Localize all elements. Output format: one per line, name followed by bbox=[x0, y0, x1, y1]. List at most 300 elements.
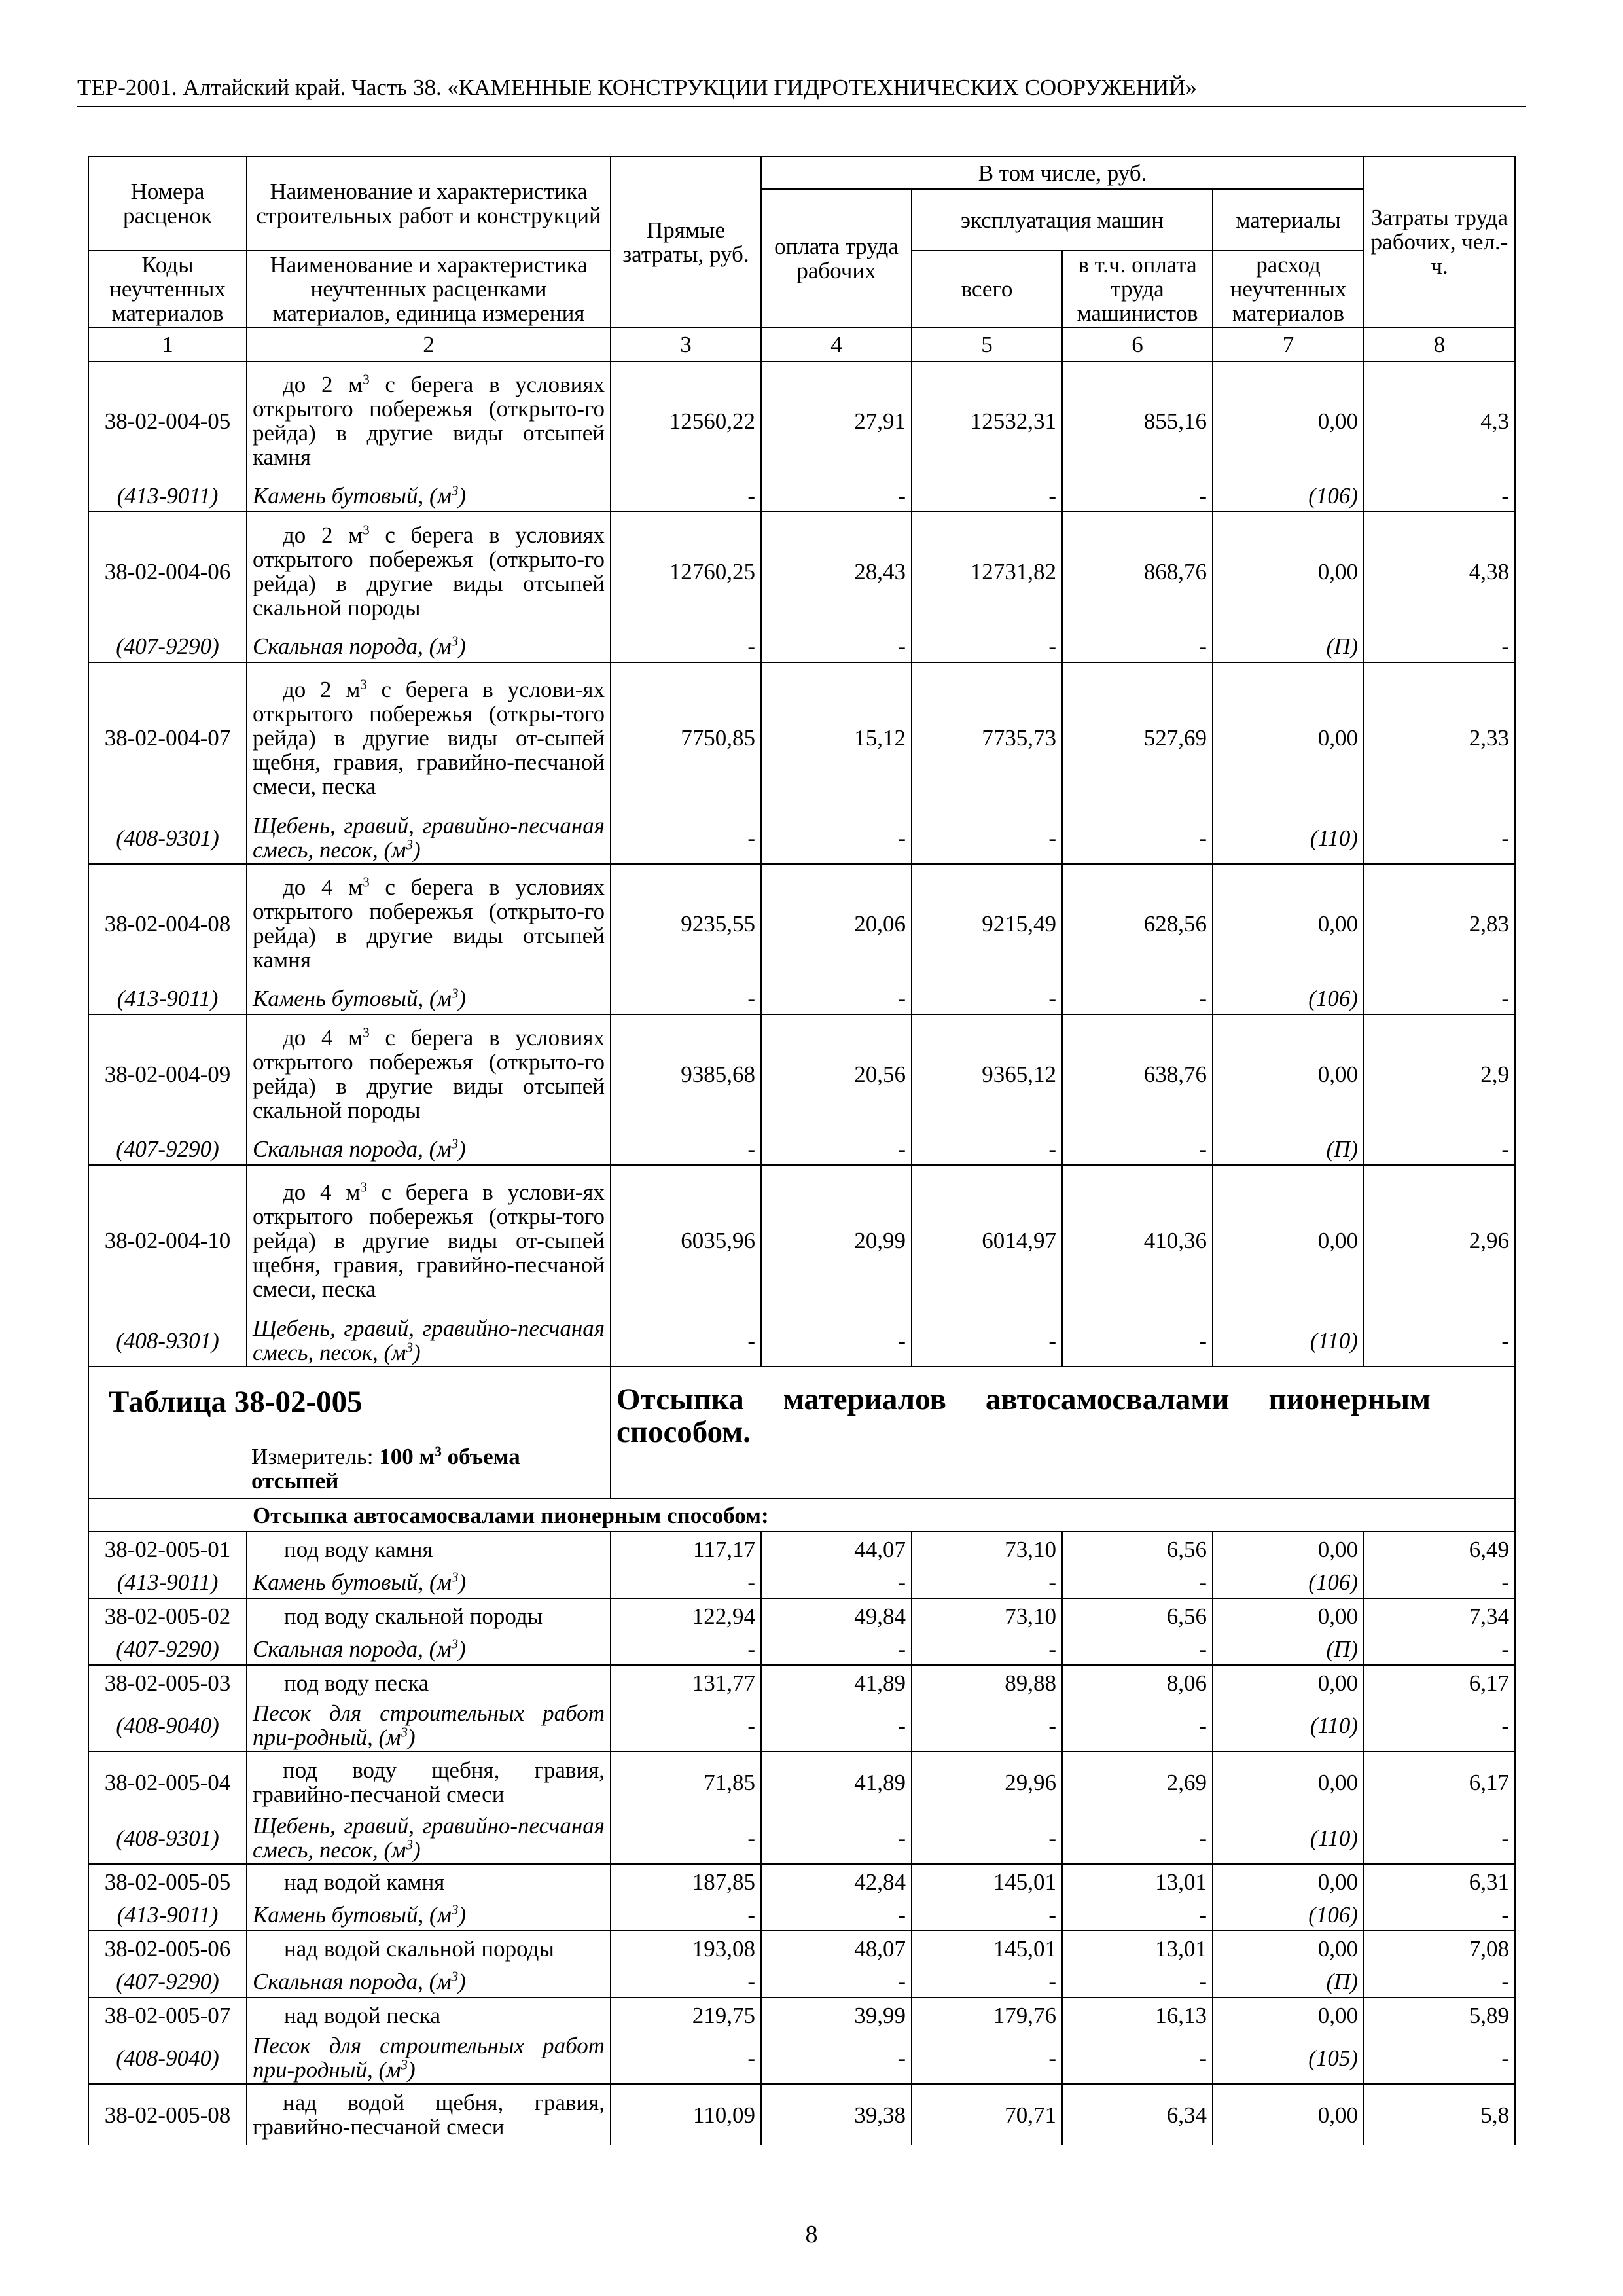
material-quantity: (110) bbox=[1213, 1700, 1364, 1751]
material-dash: - bbox=[761, 982, 912, 1014]
rate-labor-pay: 28,43 bbox=[761, 512, 912, 630]
header-name-top: Наименование и характеристика строительных работ и конструкций bbox=[247, 156, 611, 251]
rate-labor-pay: 15,12 bbox=[761, 662, 912, 812]
header-direct: Прямые затраты, руб. bbox=[611, 156, 761, 327]
material-quantity: (106) bbox=[1213, 480, 1364, 512]
rate-row bbox=[88, 1751, 1515, 1812]
rate-mach-total: 6014,97 bbox=[912, 1165, 1062, 1315]
rate-row bbox=[88, 1165, 1515, 1315]
rate-materials: 0,00 bbox=[1213, 1165, 1364, 1315]
rate-direct: 9235,55 bbox=[611, 864, 761, 982]
text-part: с берега в условиях открытого побережья (открыто-го рейда) в другие виды отсыпей камня bbox=[253, 874, 605, 973]
material-dash: - bbox=[761, 1566, 912, 1598]
material-row bbox=[88, 1965, 1515, 1998]
rate-code: 38-02-004-07 bbox=[88, 662, 247, 812]
measure-line bbox=[94, 1420, 605, 1493]
col-num: 3 bbox=[611, 327, 761, 361]
rate-direct: 12560,22 bbox=[611, 361, 761, 480]
rate-description: над водой щебня, гравия, гравийно-песчаной смеси bbox=[247, 2084, 611, 2145]
rate-labor: 2,96 bbox=[1364, 1165, 1515, 1315]
rate-row bbox=[88, 1014, 1515, 1133]
material-name bbox=[247, 1566, 611, 1598]
rate-labor: 2,83 bbox=[1364, 864, 1515, 982]
rate-row bbox=[88, 1598, 1515, 1633]
material-dash: - bbox=[912, 1315, 1062, 1367]
material-dash: - bbox=[912, 1965, 1062, 1998]
rate-code: 38-02-005-01 bbox=[88, 1532, 247, 1566]
column-number-row bbox=[88, 327, 1515, 361]
rate-materials: 0,00 bbox=[1213, 361, 1364, 480]
material-name bbox=[247, 1315, 611, 1367]
rate-materials: 0,00 bbox=[1213, 1598, 1364, 1633]
material-row bbox=[88, 1633, 1515, 1665]
text-part: ) bbox=[458, 1968, 466, 1994]
material-row bbox=[88, 982, 1515, 1014]
rate-mach-total: 70,71 bbox=[912, 2084, 1062, 2145]
text-part: ) bbox=[458, 1636, 466, 1662]
material-row bbox=[88, 1315, 1515, 1367]
header-machines: эксплуатация машин bbox=[912, 189, 1213, 251]
rate-materials: 0,00 bbox=[1213, 1998, 1364, 2032]
material-dash: - bbox=[912, 2032, 1062, 2084]
subheading: Отсыпка автосамосвалами пионерным способом: bbox=[88, 1499, 1515, 1532]
text-part: до 4 м bbox=[283, 874, 363, 900]
text-part: с берега в услови-ях открытого побережья (откры-того рейда) в другие виды от-сыпей щебня, гравия, гравийно-песчаной смеси, песка bbox=[253, 676, 605, 799]
material-dash: - bbox=[611, 1633, 761, 1665]
material-dash: - bbox=[1364, 1700, 1515, 1751]
material-code: (407-9290) bbox=[88, 630, 247, 662]
material-quantity: (106) bbox=[1213, 1566, 1364, 1598]
header-codes-top: Номера расценок bbox=[88, 156, 247, 251]
rate-materials: 0,00 bbox=[1213, 2084, 1364, 2145]
material-dash: - bbox=[912, 480, 1062, 512]
rate-labor-pay: 20,06 bbox=[761, 864, 912, 982]
rate-materials: 0,00 bbox=[1213, 1864, 1364, 1899]
rate-description bbox=[247, 1014, 611, 1133]
text-part: с берега в услови-ях открытого побережья (откры-того рейда) в другие виды от-сыпей щебня, гравия, гравийно-песчаной смеси, песка bbox=[253, 1179, 605, 1302]
header-labor-pay: оплата труда рабочих bbox=[761, 189, 912, 327]
rate-materials: 0,00 bbox=[1213, 1931, 1364, 1965]
material-row bbox=[88, 1566, 1515, 1598]
text-part: ) bbox=[407, 1725, 416, 1750]
rate-mach-labor: 13,01 bbox=[1062, 1931, 1213, 1965]
rate-row bbox=[88, 1864, 1515, 1899]
rate-code: 38-02-005-07 bbox=[88, 1998, 247, 2032]
text-part: ) bbox=[407, 2057, 416, 2083]
material-quantity: (П) bbox=[1213, 1965, 1364, 1998]
text-part: Щебень, гравий, гравийно-песчаная смесь, песок, (м bbox=[253, 813, 605, 863]
text-part: ) bbox=[413, 1837, 421, 1863]
material-dash: - bbox=[1062, 480, 1213, 512]
text-part: до 2 м bbox=[283, 676, 361, 702]
text-part: Песок для строительных работ при-родный, (м bbox=[253, 1700, 605, 1750]
rate-description bbox=[247, 864, 611, 982]
material-name bbox=[247, 812, 611, 864]
material-dash: - bbox=[912, 1899, 1062, 1931]
rate-labor: 2,9 bbox=[1364, 1014, 1515, 1133]
rate-direct: 6035,96 bbox=[611, 1165, 761, 1315]
material-dash: - bbox=[1364, 1315, 1515, 1367]
material-dash: - bbox=[611, 1965, 761, 1998]
text-part: ) bbox=[458, 1901, 467, 1928]
material-dash: - bbox=[611, 1566, 761, 1598]
material-dash: - bbox=[1364, 812, 1515, 864]
rate-row bbox=[88, 361, 1515, 480]
rate-mach-total: 29,96 bbox=[912, 1751, 1062, 1812]
material-dash: - bbox=[611, 1899, 761, 1931]
rate-labor-pay: 39,99 bbox=[761, 1998, 912, 2032]
material-quantity: (105) bbox=[1213, 2032, 1364, 2084]
material-row bbox=[88, 1812, 1515, 1864]
rate-row bbox=[88, 662, 1515, 812]
rate-materials: 0,00 bbox=[1213, 1751, 1364, 1812]
rate-direct: 193,08 bbox=[611, 1931, 761, 1965]
rate-mach-labor: 638,76 bbox=[1062, 1014, 1213, 1133]
col-num: 7 bbox=[1213, 327, 1364, 361]
rate-direct: 187,85 bbox=[611, 1864, 761, 1899]
material-row bbox=[88, 1899, 1515, 1931]
rate-mach-labor: 628,56 bbox=[1062, 864, 1213, 982]
superscript: 3 bbox=[452, 1901, 459, 1917]
rate-labor: 6,31 bbox=[1364, 1864, 1515, 1899]
rate-direct: 7750,85 bbox=[611, 662, 761, 812]
rate-labor: 5,89 bbox=[1364, 1998, 1515, 2032]
rate-mach-labor: 855,16 bbox=[1062, 361, 1213, 480]
rate-direct: 9385,68 bbox=[611, 1014, 761, 1133]
header-row-1 bbox=[88, 156, 1515, 189]
rate-mach-total: 9365,12 bbox=[912, 1014, 1062, 1133]
material-dash: - bbox=[1062, 1812, 1213, 1864]
running-header: ТЕР-2001. Алтайский край. Часть 38. «КАМЕННЫЕ КОНСТРУКЦИИ ГИДРОТЕХНИЧЕСКИХ СООРУЖЕНИЙ» bbox=[77, 75, 1197, 100]
rate-direct: 12760,25 bbox=[611, 512, 761, 630]
text-part: Камень бутовый, (м bbox=[253, 1569, 452, 1595]
header-materials-unaccounted: расход неучтенных материалов bbox=[1213, 251, 1364, 327]
material-quantity: (110) bbox=[1213, 812, 1364, 864]
superscript: 3 bbox=[451, 1635, 459, 1651]
rate-materials: 0,00 bbox=[1213, 1014, 1364, 1133]
material-dash: - bbox=[761, 1133, 912, 1165]
material-dash: - bbox=[1364, 982, 1515, 1014]
rate-labor: 7,34 bbox=[1364, 1598, 1515, 1633]
material-dash: - bbox=[761, 1700, 912, 1751]
rate-materials: 0,00 bbox=[1213, 512, 1364, 630]
page-number: 8 bbox=[805, 2221, 818, 2248]
material-dash: - bbox=[1364, 1133, 1515, 1165]
rate-row bbox=[88, 864, 1515, 982]
material-name bbox=[247, 480, 611, 512]
rate-code: 38-02-004-08 bbox=[88, 864, 247, 982]
rate-code: 38-02-005-06 bbox=[88, 1931, 247, 1965]
material-quantity: (П) bbox=[1213, 1633, 1364, 1665]
text-part: Скальная порода, (м bbox=[253, 1968, 452, 1994]
rate-direct: 71,85 bbox=[611, 1751, 761, 1812]
rate-labor-pay: 41,89 bbox=[761, 1665, 912, 1700]
section-right bbox=[611, 1367, 1515, 1499]
superscript: 3 bbox=[363, 874, 370, 890]
text-part: Скальная порода, (м bbox=[253, 1136, 452, 1162]
material-dash: - bbox=[761, 1812, 912, 1864]
table-body bbox=[88, 156, 1515, 2145]
material-dash: - bbox=[611, 630, 761, 662]
table-name: Отсыпка материалов автосамосвалами пионерным способом. bbox=[616, 1382, 1431, 1449]
material-dash: - bbox=[912, 1566, 1062, 1598]
material-dash: - bbox=[611, 982, 761, 1014]
rate-labor: 6,49 bbox=[1364, 1532, 1515, 1566]
rate-row bbox=[88, 1665, 1515, 1700]
material-row bbox=[88, 1700, 1515, 1751]
rate-row bbox=[88, 1998, 1515, 2032]
rate-code: 38-02-004-05 bbox=[88, 361, 247, 480]
text-part: ) bbox=[458, 1569, 467, 1595]
material-name bbox=[247, 630, 611, 662]
material-code: (408-9040) bbox=[88, 1700, 247, 1751]
material-dash: - bbox=[761, 1633, 912, 1665]
rate-mach-labor: 868,76 bbox=[1062, 512, 1213, 630]
superscript: 3 bbox=[451, 1967, 459, 1984]
material-dash: - bbox=[912, 1633, 1062, 1665]
material-quantity: (П) bbox=[1213, 1133, 1364, 1165]
rate-row bbox=[88, 2084, 1515, 2145]
material-name bbox=[247, 1899, 611, 1931]
material-dash: - bbox=[1364, 2032, 1515, 2084]
superscript: 3 bbox=[406, 1837, 414, 1853]
material-dash: - bbox=[611, 1315, 761, 1367]
material-code: (407-9290) bbox=[88, 1633, 247, 1665]
rate-labor-pay: 49,84 bbox=[761, 1598, 912, 1633]
material-dash: - bbox=[1062, 1315, 1213, 1367]
rate-labor: 5,8 bbox=[1364, 2084, 1515, 2145]
rate-labor-pay: 44,07 bbox=[761, 1532, 912, 1566]
rate-mach-labor: 16,13 bbox=[1062, 1998, 1213, 2032]
superscript: 3 bbox=[406, 1339, 414, 1355]
rate-mach-total: 12532,31 bbox=[912, 361, 1062, 480]
rate-mach-labor: 6,56 bbox=[1062, 1532, 1213, 1566]
rate-labor: 7,08 bbox=[1364, 1931, 1515, 1965]
header-machines-labor: в т.ч. оплата труда машинистов bbox=[1062, 251, 1213, 327]
section-left bbox=[88, 1367, 611, 1499]
rate-row bbox=[88, 512, 1515, 630]
text-part: с берега в условиях открытого побережья (открыто-го рейда) в другие виды отсыпей скальной породы bbox=[253, 1025, 605, 1123]
material-dash: - bbox=[912, 982, 1062, 1014]
rates-table bbox=[88, 156, 1516, 2145]
text-part: с берега в условиях открытого побережья (открыто-го рейда) в другие виды отсыпей скальной породы bbox=[253, 522, 605, 620]
rate-code: 38-02-005-05 bbox=[88, 1864, 247, 1899]
material-dash: - bbox=[1062, 1133, 1213, 1165]
material-name bbox=[247, 1133, 611, 1165]
text-part: ) bbox=[458, 1136, 466, 1162]
material-dash: - bbox=[1062, 630, 1213, 662]
col-num: 8 bbox=[1364, 327, 1515, 361]
material-dash: - bbox=[611, 1700, 761, 1751]
material-dash: - bbox=[761, 1965, 912, 1998]
table-title: Таблица 38-02-005 bbox=[109, 1385, 363, 1419]
material-dash: - bbox=[912, 1133, 1062, 1165]
material-dash: - bbox=[761, 630, 912, 662]
rate-mach-total: 12731,82 bbox=[912, 512, 1062, 630]
rate-direct: 219,75 bbox=[611, 1998, 761, 2032]
rate-direct: 117,17 bbox=[611, 1532, 761, 1566]
rate-description: под воду песка bbox=[247, 1665, 611, 1700]
rate-mach-labor: 2,69 bbox=[1062, 1751, 1213, 1812]
material-code: (413-9011) bbox=[88, 1566, 247, 1598]
text-part: объема отсыпей bbox=[251, 1444, 520, 1494]
rate-labor: 6,17 bbox=[1364, 1751, 1515, 1812]
subheading-row bbox=[88, 1499, 1515, 1532]
rate-labor-pay: 42,84 bbox=[761, 1864, 912, 1899]
superscript: 3 bbox=[452, 482, 459, 498]
rate-labor-pay: 27,91 bbox=[761, 361, 912, 480]
text-part: до 4 м bbox=[283, 1025, 363, 1050]
text-part: Песок для строительных работ при-родный, (м bbox=[253, 2033, 605, 2083]
text-part: до 2 м bbox=[283, 522, 363, 548]
text-part: Камень бутовый, (м bbox=[253, 482, 452, 509]
rate-labor-pay: 20,56 bbox=[761, 1014, 912, 1133]
header-materials: материалы bbox=[1213, 189, 1364, 251]
rate-code: 38-02-005-08 bbox=[88, 2084, 247, 2145]
material-dash: - bbox=[1364, 630, 1515, 662]
header-rule bbox=[77, 106, 1526, 107]
material-dash: - bbox=[912, 1700, 1062, 1751]
material-name bbox=[247, 1633, 611, 1665]
superscript: 3 bbox=[363, 371, 370, 387]
text-part: 100 м bbox=[379, 1444, 435, 1469]
superscript: 3 bbox=[406, 836, 414, 853]
rate-mach-labor: 8,06 bbox=[1062, 1665, 1213, 1700]
rate-mach-total: 73,10 bbox=[912, 1532, 1062, 1566]
text-part: ) bbox=[413, 837, 421, 863]
text-part: Скальная порода, (м bbox=[253, 1636, 452, 1662]
text-part: ) bbox=[458, 985, 467, 1011]
text-part: до 4 м bbox=[283, 1179, 361, 1205]
material-quantity: (106) bbox=[1213, 982, 1364, 1014]
rate-description bbox=[247, 1165, 611, 1315]
rate-materials: 0,00 bbox=[1213, 1532, 1364, 1566]
material-dash: - bbox=[1062, 812, 1213, 864]
superscript: 3 bbox=[360, 675, 367, 692]
header-labor-cost: Затраты труда рабочих, чел.-ч. bbox=[1364, 156, 1515, 327]
material-dash: - bbox=[1364, 1812, 1515, 1864]
material-dash: - bbox=[761, 2032, 912, 2084]
header-machines-total: всего bbox=[912, 251, 1062, 327]
material-code: (408-9301) bbox=[88, 1315, 247, 1367]
material-quantity: (110) bbox=[1213, 1812, 1364, 1864]
rate-mach-labor: 6,56 bbox=[1062, 1598, 1213, 1633]
material-name bbox=[247, 1700, 611, 1751]
material-row bbox=[88, 630, 1515, 662]
rate-mach-total: 73,10 bbox=[912, 1598, 1062, 1633]
material-code: (407-9290) bbox=[88, 1965, 247, 1998]
material-dash: - bbox=[611, 812, 761, 864]
text-part: ) bbox=[458, 482, 467, 509]
text-part: Щебень, гравий, гравийно-песчаная смесь, песок, (м bbox=[253, 1316, 605, 1365]
rate-labor-pay: 20,99 bbox=[761, 1165, 912, 1315]
text-part: Камень бутовый, (м bbox=[253, 985, 452, 1011]
rate-materials: 0,00 bbox=[1213, 662, 1364, 812]
header-name-bottom: Наименование и характеристика неучтенных расценками материалов, единица измерения bbox=[247, 251, 611, 327]
col-num: 1 bbox=[88, 327, 247, 361]
material-dash: - bbox=[611, 480, 761, 512]
material-dash: - bbox=[1062, 1633, 1213, 1665]
rate-mach-total: 9215,49 bbox=[912, 864, 1062, 982]
rate-mach-labor: 13,01 bbox=[1062, 1864, 1213, 1899]
material-dash: - bbox=[1062, 1700, 1213, 1751]
rate-mach-total: 89,88 bbox=[912, 1665, 1062, 1700]
rate-labor: 6,17 bbox=[1364, 1665, 1515, 1700]
material-code: (413-9011) bbox=[88, 480, 247, 512]
material-name bbox=[247, 982, 611, 1014]
rate-description: над водой песка bbox=[247, 1998, 611, 2032]
rate-mach-total: 179,76 bbox=[912, 1998, 1062, 2032]
rate-materials: 0,00 bbox=[1213, 864, 1364, 982]
material-dash: - bbox=[611, 1133, 761, 1165]
text-part: с берега в условиях открытого побережья (открыто-го рейда) в другие виды отсыпей камня bbox=[253, 372, 605, 470]
rate-labor-pay: 41,89 bbox=[761, 1751, 912, 1812]
measure-label: Измеритель: bbox=[251, 1444, 380, 1469]
material-dash: - bbox=[912, 630, 1062, 662]
material-quantity: (110) bbox=[1213, 1315, 1364, 1367]
rate-mach-total: 145,01 bbox=[912, 1864, 1062, 1899]
material-dash: - bbox=[611, 1812, 761, 1864]
col-num: 2 bbox=[247, 327, 611, 361]
section-heading-row bbox=[88, 1367, 1515, 1499]
rate-mach-total: 145,01 bbox=[912, 1931, 1062, 1965]
rate-row bbox=[88, 1532, 1515, 1566]
rate-row bbox=[88, 1931, 1515, 1965]
material-row bbox=[88, 2032, 1515, 2084]
rate-description: под воду щебня, гравия, гравийно-песчаной смеси bbox=[247, 1751, 611, 1812]
text-part: Скальная порода, (м bbox=[253, 633, 452, 659]
rate-mach-total: 7735,73 bbox=[912, 662, 1062, 812]
material-dash: - bbox=[912, 812, 1062, 864]
superscript: 3 bbox=[451, 632, 459, 649]
rate-labor: 4,3 bbox=[1364, 361, 1515, 480]
material-code: (407-9290) bbox=[88, 1133, 247, 1165]
rate-labor: 4,38 bbox=[1364, 512, 1515, 630]
header-incl: В том числе, руб. bbox=[761, 156, 1364, 189]
material-dash: - bbox=[1062, 2032, 1213, 2084]
rate-code: 38-02-004-06 bbox=[88, 512, 247, 630]
material-name bbox=[247, 2032, 611, 2084]
material-dash: - bbox=[761, 812, 912, 864]
material-dash: - bbox=[1364, 480, 1515, 512]
material-dash: - bbox=[1062, 1965, 1213, 1998]
material-dash: - bbox=[1364, 1633, 1515, 1665]
material-dash: - bbox=[1062, 1899, 1213, 1931]
text-part: Камень бутовый, (м bbox=[253, 1901, 452, 1928]
material-name bbox=[247, 1965, 611, 1998]
superscript: 3 bbox=[435, 1443, 442, 1460]
material-code: (413-9011) bbox=[88, 1899, 247, 1931]
superscript: 3 bbox=[363, 522, 370, 538]
rate-labor-pay: 39,38 bbox=[761, 2084, 912, 2145]
material-dash: - bbox=[1062, 1566, 1213, 1598]
rate-mach-labor: 527,69 bbox=[1062, 662, 1213, 812]
superscript: 3 bbox=[363, 1024, 370, 1041]
rate-description: под воду камня bbox=[247, 1532, 611, 1566]
material-quantity: (П) bbox=[1213, 630, 1364, 662]
material-dash: - bbox=[1364, 1566, 1515, 1598]
col-num: 6 bbox=[1062, 327, 1213, 361]
material-dash: - bbox=[1062, 982, 1213, 1014]
rate-mach-labor: 410,36 bbox=[1062, 1165, 1213, 1315]
rate-labor-pay: 48,07 bbox=[761, 1931, 912, 1965]
material-row bbox=[88, 812, 1515, 864]
material-code: (408-9301) bbox=[88, 812, 247, 864]
text-part: Щебень, гравий, гравийно-песчаная смесь, песок, (м bbox=[253, 1813, 605, 1863]
material-row bbox=[88, 480, 1515, 512]
superscript: 3 bbox=[401, 2056, 408, 2073]
material-code: (408-9040) bbox=[88, 2032, 247, 2084]
